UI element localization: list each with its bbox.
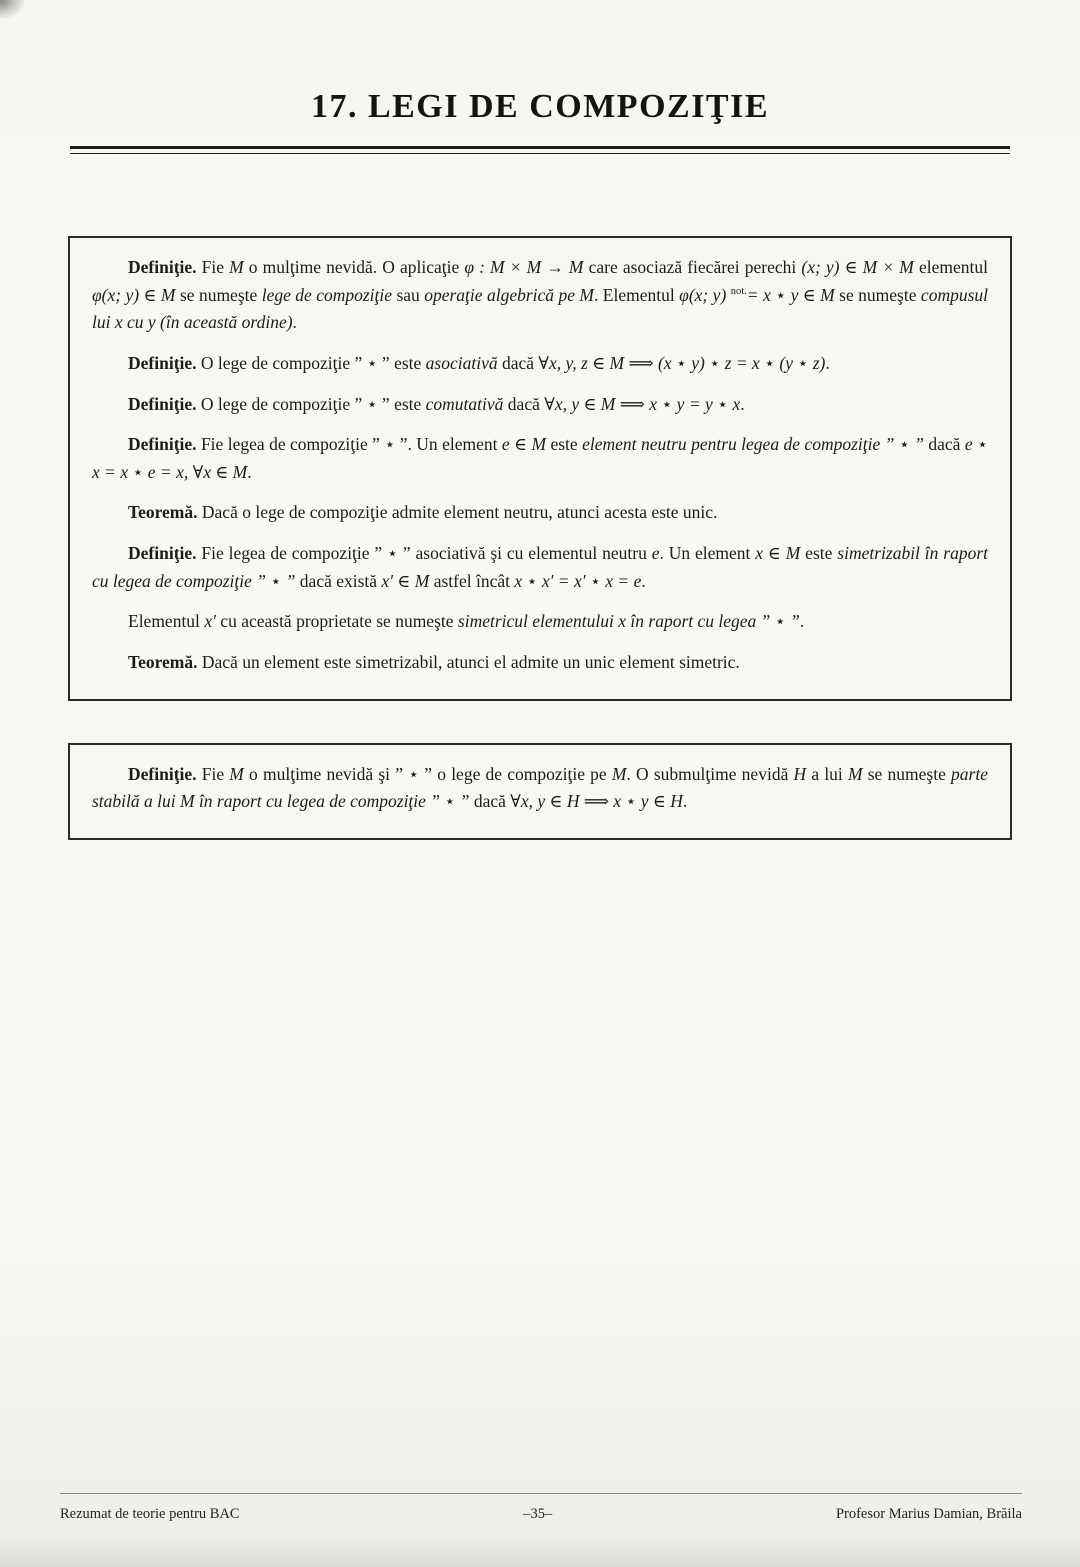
text-segment: se numeşte	[175, 284, 262, 305]
text-segment: simetrizabil în raport cu legea de compoziţie ” ⋆ ”	[92, 543, 988, 591]
text-segment: ∀x, y ∈ M ⟹ x ⋆ y = y ⋆ x	[544, 393, 741, 414]
footer-left: Rezumat de teorie pentru BAC	[60, 1506, 240, 1522]
text-segment: Fie	[196, 763, 230, 784]
text-segment: M	[229, 257, 244, 277]
text-segment: Fie legea de compoziţie ” ⋆ ”. Un element	[196, 434, 502, 455]
text-segment: dacă există	[295, 570, 382, 591]
text-segment: x′	[204, 611, 216, 632]
text-segment: astfel încât	[429, 570, 515, 591]
text-segment: .	[682, 791, 688, 812]
definitions-box-2	[68, 743, 1012, 840]
text-segment: Definiţie.	[128, 352, 197, 373]
text-segment: .	[292, 312, 297, 333]
footer-page-number: –35–	[523, 1506, 553, 1522]
text-segment: H	[793, 763, 807, 784]
text-segment: simetricul elementului x în raport cu legea ” ⋆ ”	[457, 611, 800, 632]
title-rule	[70, 146, 1010, 154]
text-segment: Definiţie.	[128, 434, 197, 455]
text-segment: e ⋆ x = x ⋆ e = x, ∀x ∈ M	[92, 434, 988, 482]
text-segment: element neutru pentru legea de compoziţie ” ⋆ ”	[582, 434, 924, 455]
text-segment: .	[740, 393, 745, 414]
text-segment: dacă	[503, 393, 545, 414]
footer-right: Profesor Marius Damian, Brăila	[835, 1506, 1022, 1522]
text-segment: o mulţime nevidă. O aplicaţie	[243, 257, 465, 277]
text-segment: dacă	[469, 791, 511, 812]
paragraph	[92, 649, 988, 677]
text-segment: M	[847, 763, 863, 784]
text-segment: dacă	[497, 352, 539, 373]
text-segment: x′ ∈ M	[381, 570, 430, 591]
text-segment: O lege de compoziţie ” ⋆ ” este	[196, 393, 426, 414]
text-segment: comutativă	[425, 393, 504, 414]
text-segment: M	[229, 763, 244, 784]
text-segment: .	[799, 611, 805, 632]
text-segment: . Un element	[659, 543, 756, 564]
text-segment: Definiţie.	[128, 543, 197, 564]
paragraph	[92, 540, 988, 595]
text-segment: elementul	[913, 257, 988, 277]
text-segment: = x ⋆ y ∈ M	[746, 284, 835, 305]
text-segment: Fie	[196, 257, 230, 277]
text-segment: φ : M × M → M	[464, 257, 584, 277]
paragraph	[92, 254, 988, 337]
text-segment: asociativă	[425, 352, 498, 373]
text-segment: .	[247, 461, 252, 482]
text-segment: Definiţie.	[128, 257, 197, 277]
text-segment: parte stabilă a lui M în raport cu legea de compoziţie ” ⋆ ”	[92, 763, 988, 812]
paragraph	[92, 350, 988, 378]
text-segment: e	[651, 543, 660, 564]
text-segment: Definiţie.	[128, 393, 197, 414]
text-segment: este	[546, 434, 583, 455]
text-segment: se numeşte	[862, 763, 952, 784]
text-segment: sau	[392, 284, 425, 305]
text-segment: ∀x, y, z ∈ M ⟹ (x ⋆ y) ⋆ z = x ⋆ (y ⋆ z)	[538, 352, 826, 373]
text-segment: compusul lui x cu y (în această ordine)	[92, 284, 988, 333]
text-segment: Definiţie.	[128, 763, 197, 784]
text-segment: Dacă un element este simetrizabil, atunci el admite un unic element simetric.	[197, 652, 740, 673]
text-segment: φ(x; y) ∈ M	[92, 284, 176, 305]
text-segment: Teoremă.	[128, 502, 198, 523]
text-segment: Teoremă.	[128, 652, 198, 673]
text-segment: Elementul	[128, 611, 205, 632]
paragraph	[92, 391, 988, 419]
page-footer	[60, 1493, 1022, 1523]
text-segment: .	[825, 352, 830, 373]
footer-rule	[60, 1493, 1022, 1494]
text-segment: x ∈ M	[755, 543, 801, 564]
text-segment: o mulţime nevidă şi ” ⋆ ” o lege de compoziţie pe	[243, 763, 612, 784]
text-segment: ∀x, y ∈ H ⟹ x ⋆ y ∈ H	[510, 791, 683, 812]
text-segment: e ∈ M	[501, 434, 547, 455]
text-segment: este	[800, 543, 838, 564]
paragraph	[92, 431, 988, 486]
text-segment: Dacă o lege de compoziţie admite element neutru, atunci acesta este unic.	[197, 502, 718, 523]
text-segment: cu această proprietate se numeşte	[215, 611, 458, 632]
text-segment: care asociază fiecărei perechi	[583, 257, 802, 277]
text-segment: x ⋆ x′ = x′ ⋆ x = e	[514, 570, 642, 591]
text-segment: . Elementul	[594, 284, 680, 305]
text-segment: .	[641, 570, 646, 591]
text-segment: not.	[730, 285, 747, 297]
page-title: 17. LEGI DE COMPOZIŢIE	[310, 88, 770, 125]
definitions-box-1	[68, 236, 1012, 701]
paragraph	[92, 761, 988, 816]
paragraph	[92, 608, 988, 636]
text-segment: Fie legea de compoziţie ” ⋆ ” asociativă şi cu elementul neutru	[196, 543, 652, 564]
text-segment: (x; y) ∈ M × M	[801, 257, 914, 277]
text-segment: operaţie algebrică pe M	[424, 284, 594, 305]
text-segment: dacă	[923, 434, 965, 455]
text-segment: M	[611, 763, 627, 784]
text-segment: φ(x; y)	[679, 284, 731, 305]
text-segment: a lui	[806, 763, 848, 784]
text-segment: lege de compoziţie	[261, 284, 393, 305]
text-segment: O lege de compoziţie ” ⋆ ” este	[196, 352, 426, 373]
text-segment: se numeşte	[834, 284, 921, 305]
text-segment: . O submulţime nevidă	[626, 763, 794, 784]
paragraph	[92, 499, 988, 527]
